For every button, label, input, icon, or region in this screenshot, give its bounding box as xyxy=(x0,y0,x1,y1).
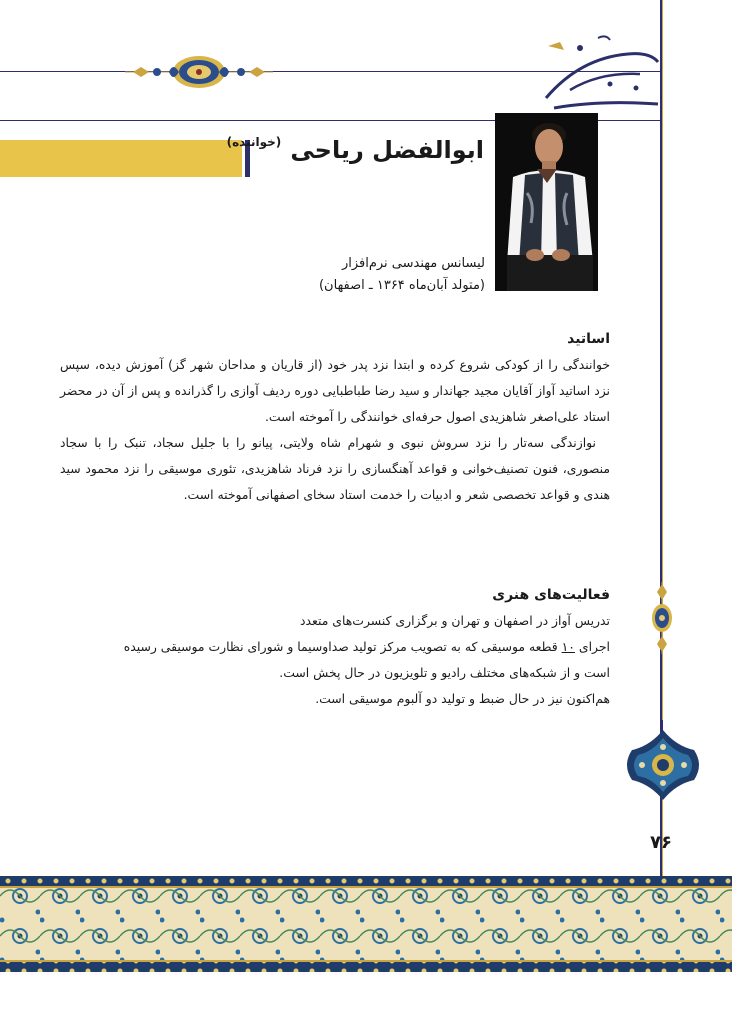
teachers-heading: اساتید xyxy=(567,331,610,347)
page-title xyxy=(226,135,484,164)
title-gold-band xyxy=(0,140,242,177)
activity-line-2-start: اجرای xyxy=(574,639,610,654)
bio-birth: (متولد آبان‌ماه ۱۳۶۴ ـ اصفهان) xyxy=(318,278,485,293)
logo-calligraphy-icon xyxy=(540,28,662,120)
logo xyxy=(540,28,662,120)
bio-education: لیسانس مهندسی نرم‌افزار xyxy=(341,256,485,271)
medallion-icon xyxy=(620,720,706,810)
activity-line-2-end: قطعه موسیقی که به تصویب مرکز تولید صداوسیما و شورای نظارت موسیقی رسیده xyxy=(123,639,562,654)
bottom-border-ornament xyxy=(0,876,732,972)
activities-section xyxy=(60,584,610,712)
top-ornament-icon xyxy=(125,52,273,92)
activity-count: ۱۰ xyxy=(561,639,575,654)
activity-line-4: هم‌اکنون نیز در حال ضبط و تولید دو آلبوم موسیقی است. xyxy=(315,691,610,706)
artist-name: ابوالفضل ریاحی xyxy=(290,136,484,164)
artist-bio xyxy=(270,253,485,297)
page-number: ۷۶ xyxy=(650,832,672,853)
side-ornament-icon xyxy=(650,582,674,654)
activity-line-3: است و از شبکه‌های مختلف رادیو و تلویزیون در حال پخش است. xyxy=(279,665,610,680)
teachers-paragraph-1: خوانندگی را از کودکی شروع کرده و ابتدا نزد پدر خود (از قاریان و مداحان شهر گز) آموزش دیده، سپس نزد اساتید آواز آقایان مجید جهاندار و سید رضا طباطبایی دوره ردیف آوازی را گذرانده و پس از آن در محضر استاد علی‌اصغر شاهزیدی اصول حرفه‌ای خوانندگی را آموخته است. xyxy=(60,357,610,424)
artist-portrait xyxy=(495,113,598,291)
teachers-section xyxy=(60,328,610,508)
activity-line-1: تدریس آواز در اصفهان و تهران و برگزاری کنسرت‌های متعدد xyxy=(299,613,610,628)
activity-line-2 xyxy=(60,634,610,660)
activities-heading: فعالیت‌های هنری xyxy=(492,587,610,603)
teachers-paragraph-2: نوازندگی سه‌تار را نزد سروش نبوی و شهرام شاه ولایتی، پیانو را با جلیل سجاد، تنبک را با سجاد منصوری، فنون تصنیف‌خوانی و قواعد آهنگسازی را نزد فرناد شاهزیدی، تئوری موسیقی را نزد محمود سید هندی و قواعد تخصصی شعر و ادبیات را خدمت استاد سخای اصفهانی آموخته است. xyxy=(60,435,610,502)
artist-role: (خواننده) xyxy=(226,135,282,149)
